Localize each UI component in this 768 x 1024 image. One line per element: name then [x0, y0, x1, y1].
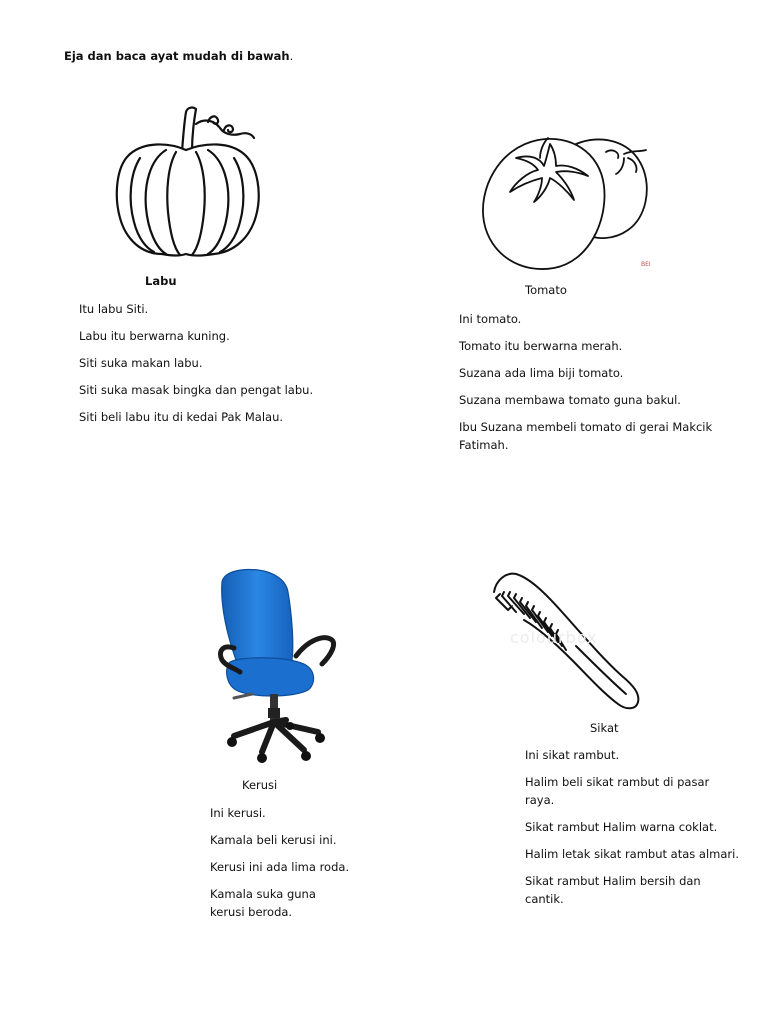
sikat-caption: Sikat	[590, 721, 619, 735]
tomato-sentence-1: Ini tomato.	[459, 312, 522, 326]
tomato-sentence-5: Ibu Suzana membeli tomato di gerai Makcik Fatimah.	[459, 420, 713, 452]
kerusi-caption: Kerusi	[242, 778, 278, 792]
kerusi-sentence-1: Ini kerusi.	[210, 806, 266, 820]
labu-sentence-list	[79, 300, 379, 435]
sikat-sentence-1: Ini sikat rambut.	[525, 748, 620, 762]
kerusi-sentence-list	[210, 804, 370, 930]
sikat-sentence-4: Halim letak sikat rambut atas almari.	[525, 847, 739, 861]
sikat-sentence-3: Sikat rambut Halim warna coklat.	[525, 820, 718, 834]
sikat-sentence-list	[525, 746, 740, 917]
comb-watermark: colourbox	[510, 628, 598, 647]
tomato-caption: Tomato	[525, 283, 567, 297]
sikat-sentence-2: Halim beli sikat rambut di pasar raya.	[525, 775, 710, 807]
kerusi-sentence-4: Kamala suka guna kerusi beroda.	[210, 887, 316, 919]
tomato-sentence-list	[459, 310, 749, 463]
sikat-sentence-5: Sikat rambut Halim bersih dan cantik.	[525, 874, 701, 906]
kerusi-sentence-3: Kerusi ini ada lima roda.	[210, 860, 350, 874]
tomato-sentence-4: Suzana membawa tomato guna bakul.	[459, 393, 681, 407]
tomato-sentence-3: Suzana ada lima biji tomato.	[459, 366, 624, 380]
labu-sentence-2: Labu itu berwarna kuning.	[79, 329, 230, 343]
tomato-image-mark: BEI	[641, 261, 651, 268]
kerusi-sentence-2: Kamala beli kerusi ini.	[210, 833, 337, 847]
instruction-text: Eja dan baca ayat mudah di bawah	[64, 49, 290, 63]
instruction-heading	[64, 49, 293, 63]
labu-sentence-1: Itu labu Siti.	[79, 302, 149, 316]
office-chair-icon	[212, 568, 342, 764]
labu-sentence-5: Siti beli labu itu di kedai Pak Malau.	[79, 410, 284, 424]
labu-caption: Labu	[145, 274, 177, 288]
instruction-period: .	[289, 49, 294, 63]
tomato-icon	[478, 130, 658, 276]
tomato-sentence-2: Tomato itu berwarna merah.	[459, 339, 623, 353]
pumpkin-icon	[110, 100, 262, 260]
labu-sentence-4: Siti suka masak bingka dan pengat labu.	[79, 383, 314, 397]
labu-sentence-3: Siti suka makan labu.	[79, 356, 203, 370]
